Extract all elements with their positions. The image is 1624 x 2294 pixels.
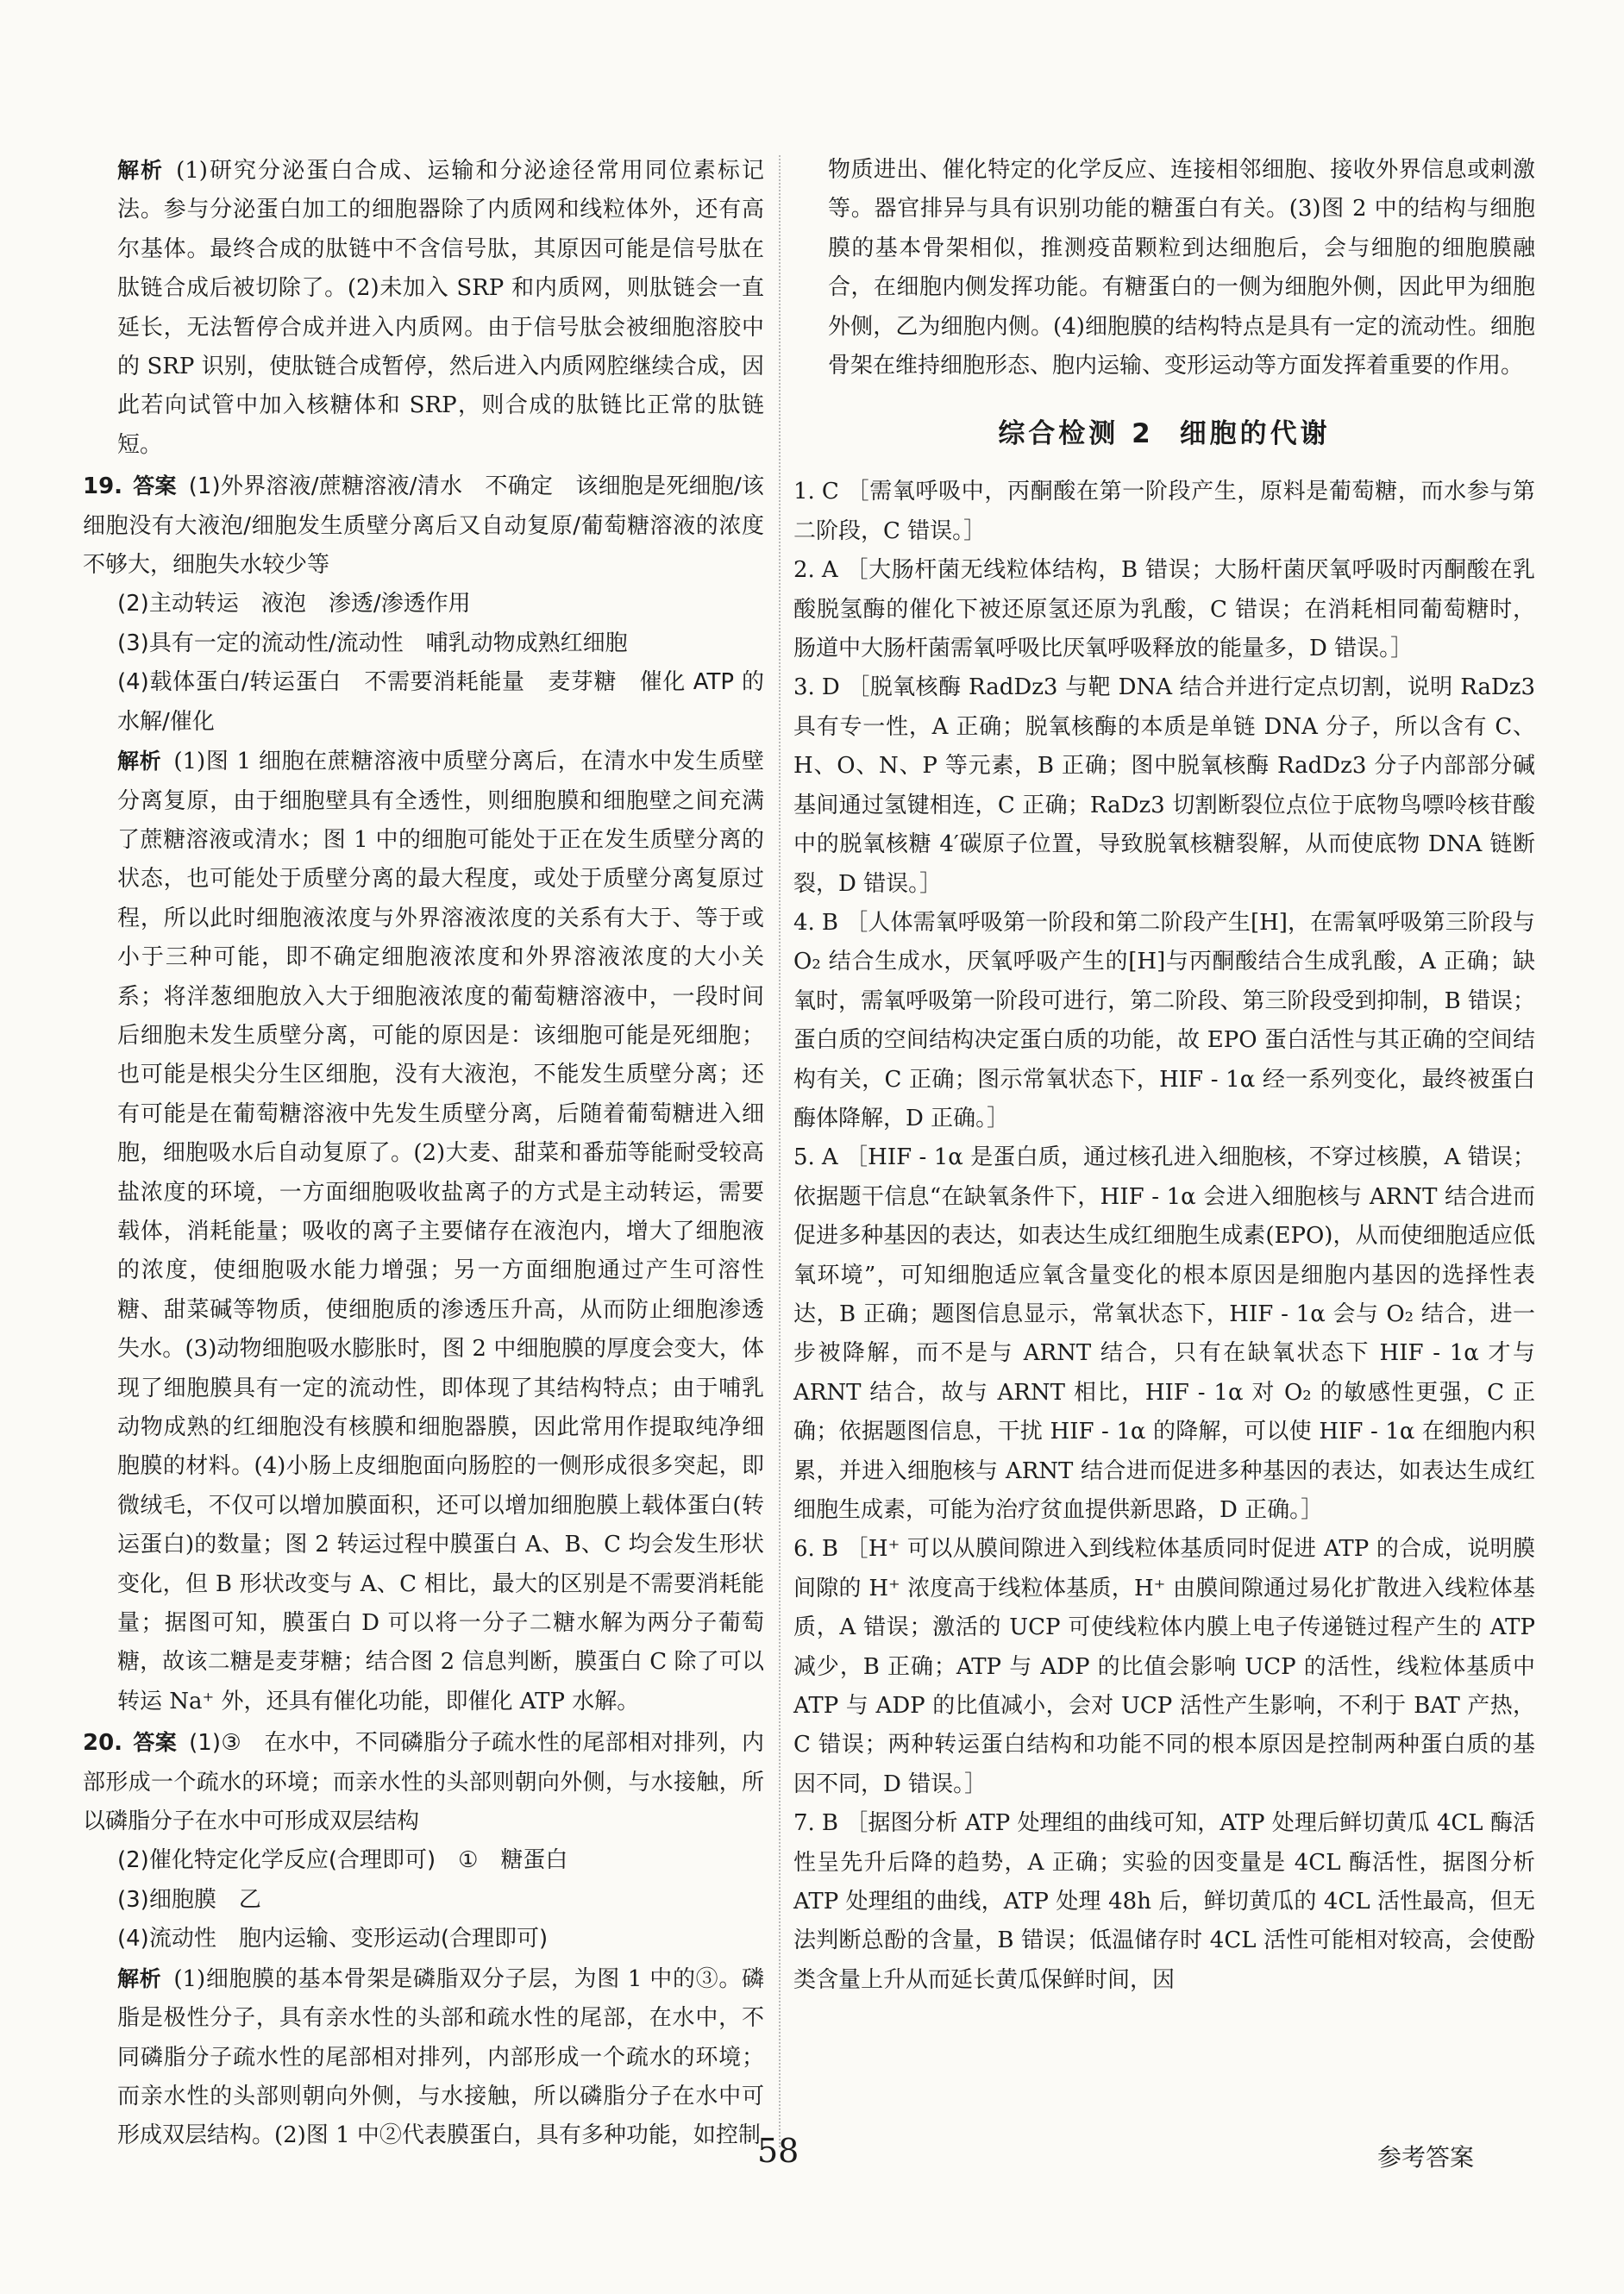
answer-line: (1)③ 在水中，不同磷脂分子疏水性的尾部相对排列，内部形成一个疏水的环境；而亲水性的头部则朝向外侧，与水接触，所以磷脂分子在水中可形成双层结构 (83, 1730, 764, 1835)
question-number: 19. (83, 473, 123, 500)
answer-item-5 (793, 1138, 1535, 1530)
analysis-20 (83, 1959, 764, 2156)
analysis-20-continued: 物质进出、催化特定的化学反应、连接相邻细胞、接收外界信息或刺激等。器官排异与具有识别功能的糖蛋白有关。(3)图 2 中的结构与细胞膜的基本骨架相似，推测疫苗颗粒到达细胞后，会与细胞的细胞膜融合，在细胞内侧发挥功能。有糖蛋白的一侧为细胞外侧，因此甲为细胞外侧，乙为细胞内侧。(4)细胞膜的结构特点是具有一定的流动性。细胞骨架在维持细胞形态、胞内运输、变形运动等方面发挥着重要的作用。 (828, 157, 1535, 379)
item-text: D ［脱氧核酶 RadDz3 与靶 DNA 结合并进行定点切割，说明 RaDz3 具有专一性，A 正确；脱氧核酶的本质是单链 DNA 分子，所以含有 C、H、O、N、P 等元素，B 正确；图中脱氧核酶 RadDz3 分子内部部分碱基间通过氢键相连，C 正确；RaDz3 切割断裂位点位于底物鸟嘌呤核苷酸中的脱氧核糖 4′碳原子位置，导致脱氧核糖裂解，从而使底物 DNA 链断裂，D 错误。］ (793, 674, 1535, 897)
item-text: B ［H⁺ 可以从膜间隙进入到线粒体基质同时促进 ATP 的合成，说明膜间隙的 H⁺ 浓度高于线粒体基质，H⁺ 由膜间隙通过易化扩散进入线粒体基质，A 错误；激活的 UCP 可使线粒体内膜上电子传递链过程产生的 ATP 减少，B 正确；ATP 与 ADP 的比值会影响 UCP 的活性，线粒体基质中 ATP 与 ADP 的比值减小，会对 UCP 活性产生影响，不利于 BAT 产热，C 错误；两种转运蛋白结构和功能不同的根本原因是控制两种蛋白质的基因不同，D 错误。］ (793, 1536, 1535, 1797)
item-number: 6. (793, 1536, 815, 1563)
page-number: 58 (757, 2132, 799, 2170)
analysis-label: 解析 (117, 749, 162, 774)
analysis-text: (1)图 1 细胞在蔗糖溶液中质壁分离后，在清水中发生质壁分离复原，由于细胞壁具有全透性，则细胞膜和细胞壁之间充满了蔗糖溶液或清水；图 1 中的细胞可能处于正在发生质壁分离的状态，也可能处于质壁分离的最大程度，或处于质壁分离复原过程，所以此时细胞液浓度与外界溶液浓度的关系有大于、等于或小于三种可能，即不确定细胞液浓度和外界溶液浓度的大小关系；将洋葱细胞放入大于细胞液浓度的葡萄糖溶液中，一段时间后细胞未发生质壁分离，可能的原因是：该细胞可能是死细胞；也可能是根尖分生区细胞，没有大液泡，不能发生质壁分离；还有可能是在葡萄糖溶液中先发生质壁分离，后随着葡萄糖进入细胞，细胞吸水后自动复原了。(2)大麦、甜菜和番茄等能耐受较高盐浓度的环境，一方面细胞吸收盐离子的方式是主动转运，需要载体，消耗能量；吸收的离子主要储存在液泡内，增大了细胞液的浓度，使细胞吸水能力增强；另一方面细胞通过产生可溶性糖、甜菜碱等物质，使细胞质的渗透压升高，从而防止细胞渗透失水。(3)动物细胞吸水膨胀时，图 2 中细胞膜的厚度会变大，体现了细胞膜具有一定的流动性，即体现了其结构特点；由于哺乳动物成熟的红细胞没有核膜和细胞器膜，因此常用作提取纯净细胞膜的材料。(4)小肠上皮细胞面向肠腔的一侧形成很多突起，即微绒毛，不仅可以增加膜面积，还可以增加细胞膜上载体蛋白(转运蛋白)的数量；图 2 转运过程中膜蛋白 A、B、C 均会发生形状变化，但 B 形状改变与 A、C 相比，最大的区别是不需要消耗能量；据图可知，膜蛋白 D 可以将一分子二糖水解为两分子葡萄糖，故该二糖是麦芽糖；结合图 2 信息判断，膜蛋白 C 除了可以转运 Na⁺ 外，还具有催化功能，即催化 ATP 水解。 (117, 749, 764, 1714)
footer-label: 参考答案 (1377, 2143, 1475, 2172)
column-divider (779, 155, 781, 2147)
answer-label: 答案 (133, 1730, 178, 1756)
analysis-label: 解析 (117, 1965, 162, 1991)
answer-19-line-3: (3)具有一定的流动性/流动性 哺乳动物成熟红细胞 (117, 630, 628, 656)
question-20 (83, 1723, 764, 2155)
item-number: 7. (793, 1810, 815, 1837)
section-title (793, 411, 1535, 450)
question-19 (83, 467, 764, 1721)
analysis-text: (1)研究分泌蛋白合成、运输和分泌途径常用同位素标记法。参与分泌蛋白加工的细胞器除了内质网和线粒体外，还有高尔基体。最终合成的肽链中不含信号肽，其原因可能是信号肽在肽链合成后被切除了。(2)未加入 SRP 和内质网，则肽链会一直延长，无法暂停合成并进入内质网。由于信号肽会被细胞溶胶中的 SRP 识别，使肽链合成暂停，然后进入内质网腔继续合成，因此若向试管中加入核糖体和 SRP，则合成的肽链比正常的肽链短。 (117, 158, 764, 458)
answer-20-line-2: (2)催化特定化学反应(合理即可) ① 糖蛋白 (117, 1847, 568, 1874)
analysis-18 (83, 151, 764, 465)
answer-20-line-4: (4)流动性 胞内运输、变形运动(合理即可) (117, 1926, 549, 1952)
item-number: 4. (793, 909, 815, 936)
item-number: 2. (793, 557, 815, 584)
item-text: B ［人体需氧呼吸第一阶段和第二阶段产生[H]，在需氧呼吸第三阶段与 O₂ 结合生成水，厌氧呼吸产生的[H]与丙酮酸结合生成乳酸，A 正确；缺氧时，需氧呼吸第一阶段可进行，第二阶段、第三阶段受到抑制，B 错误；蛋白质的空间结构决定蛋白质的功能，故 EPO 蛋白活性与其正确的空间结构有关，C 正确；图示常氧状态下，HIF - 1α 经一系列变化，最终被蛋白酶体降解，D 正确。］ (793, 909, 1535, 1131)
question-number: 20. (83, 1730, 123, 1757)
answer-item-6 (793, 1530, 1535, 1804)
answer-line: (1)外界溶液/蔗糖溶液/清水 不确定 该细胞是死细胞/该细胞没有大液泡/细胞发生质壁分离后又自动复原/葡萄糖溶液的浓度不够大，细胞失水较少等 (83, 473, 764, 579)
analysis-text: (1)细胞膜的基本骨架是磷脂双分子层，为图 1 中的③。磷脂是极性分子，具有亲水性的头部和疏水性的尾部，在水中，不同磷脂分子疏水性的尾部相对排列，内部形成一个疏水的环境；而亲水性的头部则朝向外侧，与水接触，所以磷脂分子在水中可形成双层结构。(2)图 1 中②代表膜蛋白，具有多种功能，如控制 (117, 1965, 764, 2149)
item-text: A ［HIF - 1α 是蛋白质，通过核孔进入细胞核，不穿过核膜，A 错误；依据题干信息“在缺氧条件下，HIF - 1α 会进入细胞核与 ARNT 结合进而促进多种基因的表达，如表达生成红细胞生成素(EPO)，从而使细胞适应低氧环境”，可知细胞适应氧含量变化的根本原因是细胞内基因的选择性表达，B 正确；题图信息显示，常氧状态下，HIF - 1α 会与 O₂ 结合，进一步被降解，而不是与 ARNT 结合，只有在缺氧状态下 HIF - 1α 才与 ARNT 结合，故与 ARNT 相比，HIF - 1α 对 O₂ 的敏感性更强，C 正确；依据题图信息，干扰 HIF - 1α 的降解，可以使 HIF - 1α 在细胞内积累，并进入细胞核与 ARNT 结合进而促进多种基因的表达，如表达生成红细胞生成素，可能为治疗贫血提供新思路，D 正确。］ (793, 1144, 1535, 1523)
answer-19-line-1 (83, 467, 764, 585)
item-text: A ［大肠杆菌无线粒体结构，B 错误；大肠杆菌厌氧呼吸时丙酮酸在乳酸脱氢酶的催化下被还原氢还原为乳酸，C 错误；在消耗相同葡萄糖时，肠道中大肠杆菌需氧呼吸比厌氧呼吸释放的能量多，D 错误。］ (793, 557, 1535, 662)
item-text: B ［据图分析 ATP 处理组的曲线可知，ATP 处理后鲜切黄瓜 4CL 酶活性呈先升后降的趋势，A 正确；实验的因变量是 4CL 酶活性，据图分析 ATP 处理组的曲线，ATP 处理 48h 后，鲜切黄瓜的 4CL 活性最高，但无法判断总酚的含量，B 错误；低温储存时 4CL 活性可能相对较高，会使酚类含量上升从而延长黄瓜保鲜时间，因 (793, 1810, 1535, 1993)
answer-item-7 (793, 1804, 1535, 2000)
item-number: 1. (793, 479, 815, 505)
answer-19-line-4: (4)载体蛋白/转运蛋白 不需要消耗能量 麦芽糖 催化 ATP 的水解/催化 (117, 669, 764, 735)
answer-item-4 (793, 904, 1535, 1138)
answer-item-1 (793, 473, 1535, 551)
item-number: 3. (793, 674, 815, 701)
left-column (83, 151, 764, 2156)
item-number: 5. (793, 1144, 815, 1171)
analysis-label: 解析 (117, 158, 165, 183)
item-text: C ［需氧呼吸中，丙酮酸在第一阶段产生，原料是葡萄糖，而水参与第二阶段，C 错误。］ (793, 479, 1535, 544)
answer-19-line-2: (2)主动转运 液泡 渗透/渗透作用 (117, 591, 471, 617)
answer-20-line-3: (3)细胞膜 乙 (117, 1886, 261, 1913)
section-title-number: 综合检测 2 (998, 418, 1154, 450)
answer-item-3 (793, 668, 1535, 903)
right-column (793, 151, 1535, 2000)
analysis-19 (83, 742, 764, 1721)
answer-label: 答案 (133, 473, 177, 499)
answer-20-line-1 (83, 1723, 764, 1841)
section-title-topic: 细胞的代谢 (1179, 418, 1331, 450)
answer-item-2 (793, 551, 1535, 668)
